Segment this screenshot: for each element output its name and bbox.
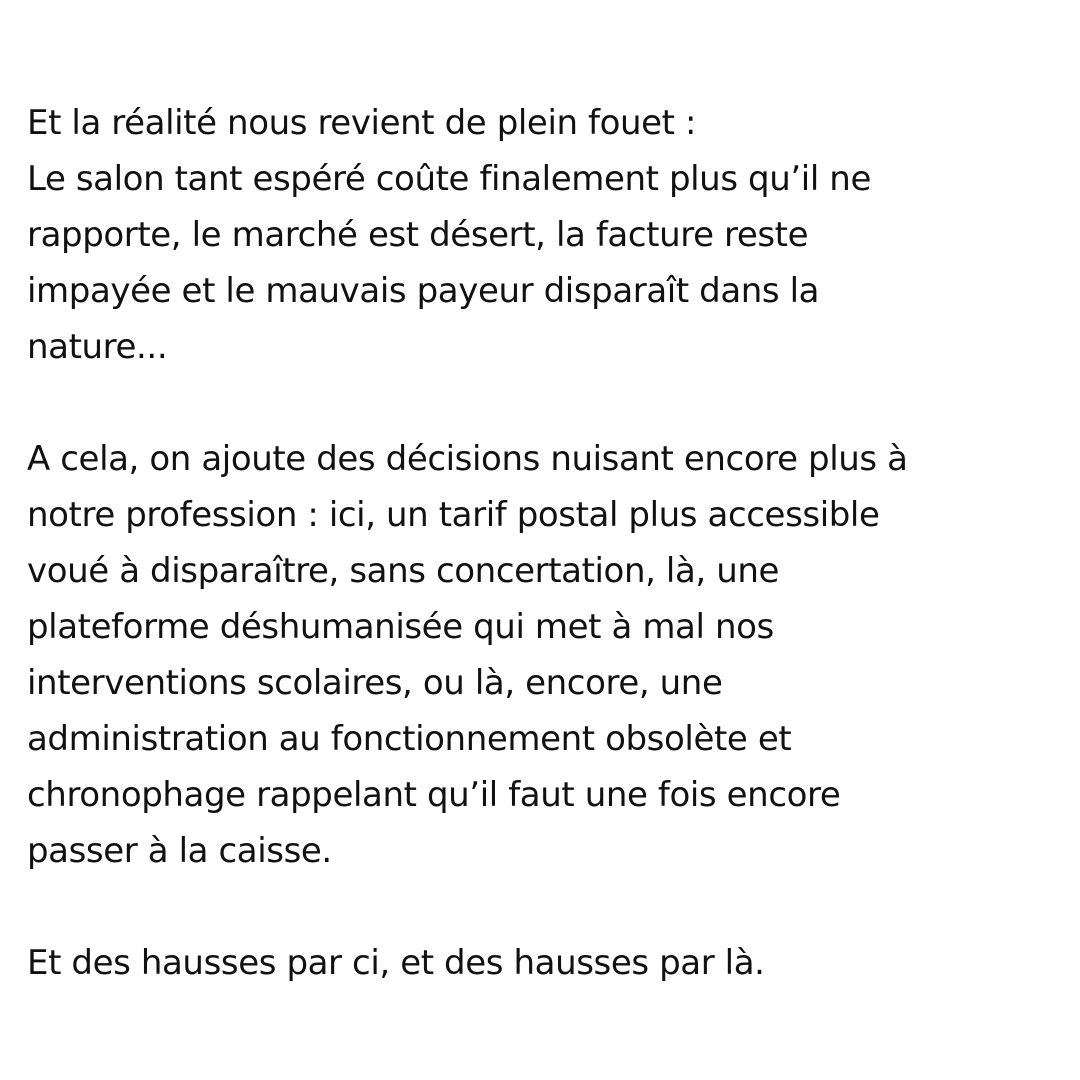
text-line: plateforme déshumanisée qui met à mal nos bbox=[27, 607, 774, 647]
text-line: Et la réalité nous revient de plein fouet : bbox=[27, 103, 697, 143]
text-line: passer à la caisse. bbox=[27, 831, 332, 871]
text-line: Le salon tant espéré coûte finalement plus qu’il ne bbox=[27, 159, 871, 199]
text-line: A cela, on ajoute des décisions nuisant encore plus à bbox=[27, 439, 908, 479]
text-line: administration au fonctionnement obsolète et bbox=[27, 719, 792, 759]
paragraph-hausses bbox=[27, 935, 1067, 991]
text-line: impayée et le mauvais payeur disparaît dans la bbox=[27, 271, 820, 311]
text-line: rapporte, le marché est désert, la facture reste bbox=[27, 215, 809, 255]
paragraph-decisions bbox=[27, 431, 1067, 879]
text-line: Et des hausses par ci, et des hausses par là. bbox=[27, 943, 765, 983]
text-line: notre profession : ici, un tarif postal plus accessible bbox=[27, 495, 880, 535]
paragraph-reality bbox=[27, 95, 1067, 375]
text-line: nature... bbox=[27, 327, 168, 367]
text-body bbox=[27, 95, 1067, 991]
text-line: interventions scolaires, ou là, encore, une bbox=[27, 663, 723, 703]
text-line: chronophage rappelant qu’il faut une fois encore bbox=[27, 775, 841, 815]
text-line: voué à disparaître, sans concertation, là, une bbox=[27, 551, 780, 591]
